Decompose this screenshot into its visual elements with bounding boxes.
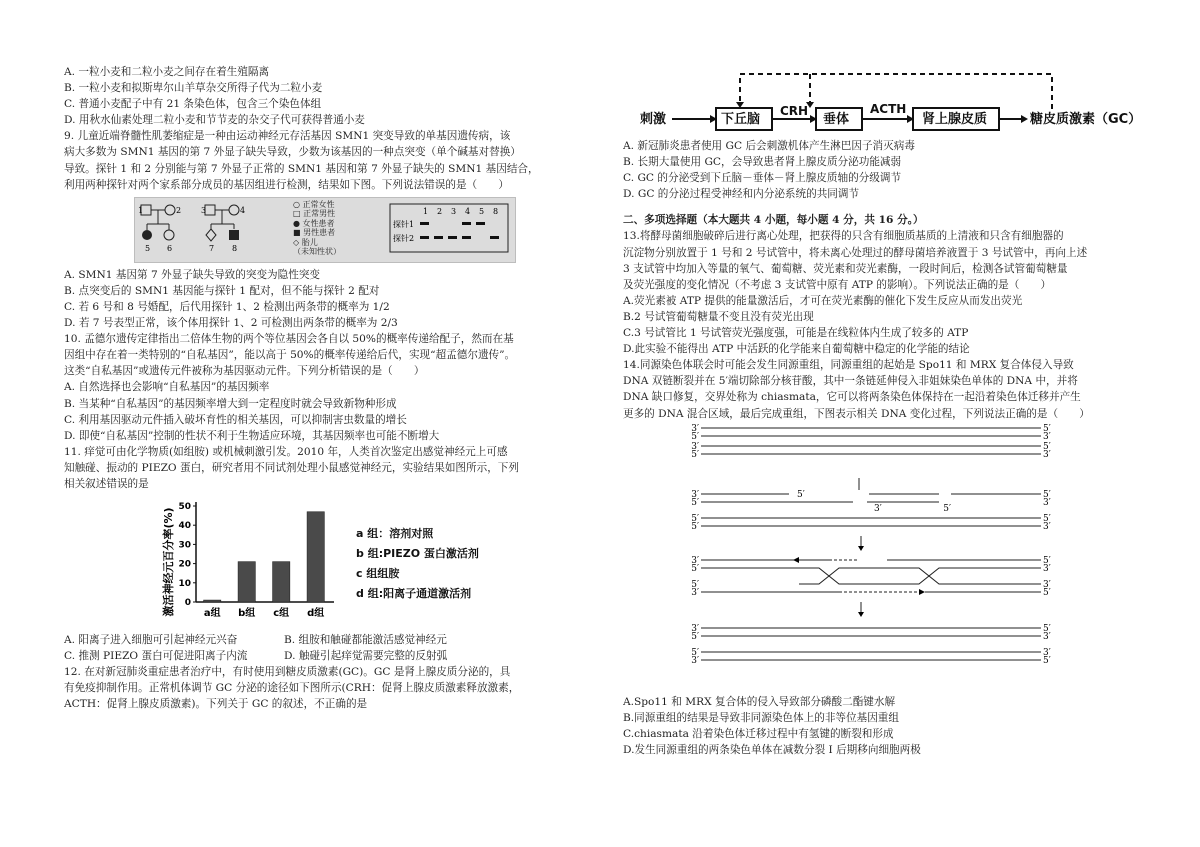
pedigree-female-2 bbox=[165, 205, 175, 215]
dna-end-label: 3′ bbox=[1043, 497, 1051, 508]
bar-chart-svg bbox=[154, 494, 354, 630]
q14-option-c: C.chiasmata 沿着染色体迁移过程中有氢键的断裂和形成 bbox=[623, 727, 894, 740]
probe2-band bbox=[462, 236, 471, 239]
probe2-band bbox=[448, 236, 457, 239]
dna-end-label: 5′ bbox=[691, 521, 699, 532]
q12-stem-line: 有免疫抑制作用。正常机体调节 GC 分泌的途径如下图所示(CRH：促肾上腺皮质激素释放激素， bbox=[64, 682, 520, 695]
dna-end-label: 5′ bbox=[691, 497, 699, 508]
q9-option-d: D. 若 7 号表型正常，该个体用探针 1、2 可检测出两条带的概率为 2/3 bbox=[64, 317, 398, 330]
pedigree-fetus-7 bbox=[206, 229, 216, 241]
q12-option-b: B. 长期大量使用 GC，会导致患者肾上腺皮质分泌功能减弱 bbox=[623, 156, 902, 169]
pedigree-affected-female-5 bbox=[142, 230, 152, 240]
pedigree-number: 2 bbox=[176, 205, 182, 215]
q9-stem-line: 利用两种探针对两个家系部分成员的基因组进行检测，结果如下图。下列说法错误的是（ ） bbox=[64, 178, 509, 191]
q9-option-c: C. 若 6 号和 8 号婚配，后代用探针 1、2 检测出两条带的概率为 1/2 bbox=[64, 300, 390, 313]
pedigree-number: 4 bbox=[240, 205, 246, 215]
dna-end-label: 5′ bbox=[797, 489, 805, 500]
arrowhead bbox=[1021, 115, 1028, 123]
dna-end-label: 5′ bbox=[943, 503, 951, 514]
pedigree-figure bbox=[64, 195, 584, 265]
q14-stem-line: DNA 双链断裂并在 5′端切除部分核苷酸，其中一条链延伸侵入非姐妹染色单体的 DNA 中，并将 bbox=[623, 375, 1078, 388]
q14-stem-line: DNA 缺口修复，交界处称为 chiasmata，它可以将两条染色体保持在一起沿着染色体迁移并产生 bbox=[623, 391, 1081, 404]
probe-col-label: 5 bbox=[479, 206, 485, 216]
q9-options bbox=[64, 267, 584, 331]
q11-option-d: D. 触碰引起痒觉需要完整的反射弧 bbox=[284, 650, 448, 663]
crh-label: CRH bbox=[780, 104, 809, 118]
probe2-band bbox=[490, 236, 499, 239]
dna-end-label: 3′ bbox=[1043, 431, 1051, 442]
q13-option-a: A.荧光素被 ATP 提供的能量激活后，才可在荧光素酶的催化下发生反应从而发出荧光 bbox=[623, 294, 1023, 307]
dna-end-labels bbox=[691, 424, 1051, 666]
pedigree-number: 5 bbox=[145, 243, 151, 253]
q14-options bbox=[623, 694, 1135, 758]
dna-end-label: 3′ bbox=[1043, 579, 1051, 590]
hypothalamus-label: 下丘脑 bbox=[721, 112, 761, 127]
dna-svg bbox=[689, 424, 1069, 692]
pedigree-male-3 bbox=[205, 205, 215, 215]
dna-end-label: 5′ bbox=[1043, 623, 1051, 634]
dna-end-label: 3′ bbox=[874, 503, 882, 514]
probe1-band bbox=[420, 222, 429, 225]
q12-option-d: D. GC 的分泌过程受神经和内分泌系统的共同调节 bbox=[623, 188, 860, 201]
legend-entry: □ 正常男性 bbox=[293, 209, 336, 219]
q12-option-a: A. 新冠肺炎患者使用 GC 后会刺激机体产生淋巴因子消灭病毒 bbox=[623, 140, 915, 152]
left-column bbox=[64, 64, 584, 713]
pedigree-number: 3 bbox=[201, 205, 207, 215]
chart-legend-entry: b 组:PIEZO 蛋白激活剂 bbox=[356, 547, 479, 561]
bar-chart bbox=[64, 494, 584, 630]
q14-option-b: B.同源重组的结果是导致非同源染色体上的非等位基因重组 bbox=[623, 711, 899, 724]
q11-stem-line: 知触碰、振动的 PIEZO 蛋白，研究者用不同试剂处理小鼠感觉神经元，实验结果如图所示，下列 bbox=[64, 461, 519, 474]
chart-y-tick-label: 40 bbox=[178, 521, 191, 532]
q11-stem-line: 11. 痒觉可由化学物质(如组胺) 或机械刺激引发。2010 年，人类首次鉴定出感觉神经元上可感 bbox=[64, 445, 508, 458]
dna-strands bbox=[701, 428, 1041, 660]
chart-bar-4 bbox=[307, 512, 324, 602]
dna-end-label: 3′ bbox=[691, 623, 699, 634]
chart-y-tick-label: 30 bbox=[178, 540, 191, 551]
pedigree-legend bbox=[293, 200, 341, 257]
probe-col-label: 8 bbox=[493, 206, 499, 216]
section-2-title: 二、多项选择题（本大题共 4 小题，每小题 4 分，共 16 分。） bbox=[623, 214, 924, 227]
q10-option-c: C. 利用基因驱动元件插入破坏育性的相关基因，可以抑制害虫数量的增长 bbox=[64, 413, 407, 426]
q14-option-a: A.Spo11 和 MRX 复合体的侵入导致部分磷酸二酯键水解 bbox=[623, 695, 896, 708]
chart-y-tick-label: 20 bbox=[178, 559, 191, 570]
q9-stem bbox=[64, 128, 584, 192]
q9-option-a: A. SMN1 基因第 7 外显子缺失导致的突变为隐性突变 bbox=[64, 268, 321, 281]
chart-x-tick-label: a组 bbox=[203, 608, 221, 620]
dna-synthesis-arrowhead bbox=[793, 557, 799, 563]
dna-end-label: 3′ bbox=[1043, 521, 1051, 532]
legend-entry: （未知性状） bbox=[293, 247, 341, 257]
probe1-band bbox=[462, 222, 471, 225]
dna-end-label: 3′ bbox=[1043, 563, 1051, 574]
q9-stem-line: 导致。探针 1 和 2 分别能与第 7 外显子正常的 SMN1 基因和第 7 外显子缺失的 SMN1 基因结合， bbox=[64, 162, 539, 175]
q13-stem-line: 3 支试管中均加入等量的氧气、葡萄糖、荧光素和荧光素酶，一段时间后，检测各试管葡萄糖量 bbox=[623, 262, 1068, 275]
probe2-band bbox=[434, 236, 443, 239]
probe2-band bbox=[420, 236, 429, 239]
q13-stem bbox=[623, 228, 1135, 292]
q14-option-d: D.发生同源重组的两条染色单体在减数分裂 I 后期移向细胞两极 bbox=[623, 743, 921, 756]
dna-end-label: 3′ bbox=[691, 587, 699, 598]
q9-option-b: B. 点突变后的 SMN1 基因能与探针 1 配对，但不能与探针 2 配对 bbox=[64, 284, 380, 297]
pedigree-female-6 bbox=[164, 230, 174, 240]
chart-y-axis-label: 激活神经元百分率(%) bbox=[162, 507, 175, 617]
dna-end-label: 3′ bbox=[691, 441, 699, 452]
pedigree-number: 6 bbox=[167, 243, 173, 253]
probe1-band bbox=[476, 222, 485, 225]
dna-end-label: 5′ bbox=[1043, 423, 1051, 434]
probe-col-label: 1 bbox=[423, 206, 429, 216]
chart-y-tick-label: 0 bbox=[184, 598, 191, 609]
q13-option-d: D.此实验不能得出 ATP 中活跃的化学能来自葡萄糖中稳定的化学能的结论 bbox=[623, 343, 970, 356]
chart-x-ticks bbox=[204, 606, 324, 619]
q14-stem-line: 更多的 DNA 混合区域，最后完成重组，下图表示相关 DNA 变化过程，下列说法正确的是（ ） bbox=[623, 407, 1090, 420]
q11-options bbox=[64, 632, 584, 664]
q11-stem bbox=[64, 444, 584, 492]
chart-legend bbox=[356, 524, 479, 604]
q13-stem-line: 沉淀物分别放置于 1 号和 2 号试管中，将未离心处理过的酵母菌培养液置于 3 号试管中，再向上述 bbox=[623, 246, 1088, 259]
q11-option-b: B. 组胺和触碰都能激活感觉神经元 bbox=[284, 634, 447, 647]
chart-bars bbox=[204, 512, 325, 602]
stimulus-label: 刺激 bbox=[640, 112, 667, 127]
chart-x-tick-label: b组 bbox=[238, 608, 256, 620]
q9-stem-line: 9. 儿童近端脊髓性肌萎缩症是一种由运动神经元存活基因 SMN1 突变导致的单基因遗传病，该 bbox=[64, 130, 511, 143]
q8-option-d: D. 用秋水仙素处理二粒小麦和节节麦的杂交子代可获得普通小麦 bbox=[64, 114, 365, 127]
legend-entry: ◇ 胎儿 bbox=[293, 237, 318, 247]
chart-legend-entry: d 组:阳离子通道激活剂 bbox=[356, 587, 472, 601]
q13-option-b: B.2 号试管葡萄糖量不变且没有荧光出现 bbox=[623, 310, 814, 323]
q11-option-c: C. 推测 PIEZO 蛋白可促进阳离子内流 bbox=[64, 650, 248, 663]
q8-options bbox=[64, 64, 584, 128]
q13-stem-line: 及荧光强度的变化情况（不考虑 3 支试管中原有 ATP 的影响）。下列说法正确的是（ ） bbox=[623, 278, 1052, 291]
q9-stem-line: 病大多数为 SMN1 基因的第 7 外显子缺失导致，少数为该基因的一种点突变（单个碱基对替换） bbox=[64, 146, 521, 159]
q11-options-row bbox=[64, 632, 584, 648]
pedigree-female-4 bbox=[229, 205, 239, 215]
dna-end-label: 5′ bbox=[691, 431, 699, 442]
q10-stem bbox=[64, 331, 584, 379]
q12-options bbox=[623, 138, 1135, 202]
dna-end-label: 3′ bbox=[691, 489, 699, 500]
gc-label: 糖皮质激素（GC） bbox=[1030, 112, 1142, 127]
pedigree-number: 7 bbox=[209, 243, 215, 253]
q12-stem bbox=[64, 664, 584, 712]
dna-step-arrowhead bbox=[858, 612, 864, 617]
legend-entry: ○ 正常女性 bbox=[293, 199, 335, 209]
dna-synthesis-arrowhead bbox=[919, 589, 925, 595]
q14-stem bbox=[623, 357, 1135, 421]
q8-option-c: C. 普通小麦配子中有 21 条染色体，包含三个染色体组 bbox=[64, 98, 322, 111]
chart-bar-3 bbox=[273, 562, 290, 602]
adrenal-cortex-label: 肾上腺皮质 bbox=[922, 112, 988, 127]
pedigree-box bbox=[134, 197, 516, 263]
chart-y-ticks bbox=[178, 502, 196, 608]
q13-option-c: C.3 号试管比 1 号试管荧光强度强，可能是在线粒体内生成了较多的 ATP bbox=[623, 327, 969, 340]
dna-step-arrowhead bbox=[858, 546, 864, 551]
right-column bbox=[623, 138, 1135, 758]
q12-stem-line: ACTH：促肾上腺皮质激素)。下列关于 GC 的叙述，不正确的是 bbox=[64, 698, 368, 711]
dna-end-label: 3′ bbox=[691, 655, 699, 666]
dna-recombination-diagram bbox=[623, 424, 1135, 692]
dna-step-arrows bbox=[858, 478, 864, 617]
dna-end-label: 5′ bbox=[691, 631, 699, 642]
chart-y-tick-label: 50 bbox=[178, 502, 191, 513]
q10-stem-line: 这类“自私基因”或遗传元件被称为基因驱动元件。下列分析错误的是（ ） bbox=[64, 365, 425, 378]
legend-entry: ● 女性患者 bbox=[293, 218, 335, 228]
q10-option-d: D. 即使“自私基因”控制的性状不利于生物适应环境，其基因频率也可能不断增大 bbox=[64, 429, 440, 442]
dna-end-label: 3′ bbox=[691, 423, 699, 434]
q10-option-a: A. 自然选择也会影响“自私基因”的基因频率 bbox=[64, 381, 270, 394]
pedigree-affected-male-8 bbox=[229, 230, 239, 240]
chart-bar-1 bbox=[204, 600, 221, 602]
chart-bar-2 bbox=[238, 562, 255, 602]
q13-options bbox=[623, 293, 1135, 357]
dna-end-label: 3′ bbox=[1043, 449, 1051, 460]
chart-legend-entry: c 组组胺 bbox=[356, 567, 400, 581]
q8-option-a: A. 一粒小麦和二粒小麦之间存在着生殖隔离 bbox=[64, 66, 270, 78]
dna-end-label: 5′ bbox=[1043, 655, 1051, 666]
q12-stem-line: 12. 在对新冠肺炎重症患者治疗中，有时使用到糖皮质激素(GC)。GC 是肾上腺皮质分泌的，具 bbox=[64, 666, 511, 679]
dna-end-label: 5′ bbox=[691, 647, 699, 658]
probe-col-label: 2 bbox=[437, 206, 443, 216]
chart-x-tick-label: d组 bbox=[307, 608, 325, 620]
pituitary-label: 垂体 bbox=[823, 112, 850, 127]
dna-end-label: 5′ bbox=[1043, 441, 1051, 452]
acth-label: ACTH bbox=[870, 102, 907, 116]
q10-stem-line: 因组中存在着一类特别的“自私基因”，能以高于 50%的概率传递给后代，实现“超孟德尔遗传”。 bbox=[64, 349, 516, 362]
chart-legend-entry: a 组：溶剂对照 bbox=[356, 527, 434, 541]
q12-option-c: C. GC 的分泌受到下丘脑－垂体－肾上腺皮质轴的分级调节 bbox=[623, 172, 902, 185]
probe-col-label: 3 bbox=[451, 206, 457, 216]
dna-end-label: 5′ bbox=[691, 449, 699, 460]
dna-end-label: 5′ bbox=[1043, 555, 1051, 566]
legend-entry: ■ 男性患者 bbox=[293, 228, 336, 238]
dna-end-label: 5′ bbox=[691, 563, 699, 574]
q8-option-b: B. 一粒小麦和拟斯卑尔山羊草杂交所得子代为二粒小麦 bbox=[64, 82, 323, 95]
q10-stem-line: 10. 孟德尔遗传定律指出二倍体生物的两个等位基因会各自以 50%的概率传递给配子，然而在基 bbox=[64, 333, 514, 346]
dna-end-label: 3′ bbox=[691, 555, 699, 566]
probe-row-label: 探针1 bbox=[393, 219, 415, 229]
q14-stem-line: 14.同源染色体联会时可能会发生同源重组，同源重组的起始是 Spo11 和 MRX 复合体侵入导致 bbox=[623, 359, 1074, 372]
probe-col-label: 4 bbox=[465, 206, 471, 216]
dna-end-label: 3′ bbox=[1043, 631, 1051, 642]
q11-options-row bbox=[64, 648, 584, 664]
q10-option-b: B. 当某种“自私基因”的基因频率增大到一定程度时就会导致新物种形成 bbox=[64, 397, 397, 410]
q13-stem-line: 13.将酵母菌细胞破碎后进行离心处理，把获得的只含有细胞质基质的上清液和只含有细胞器的 bbox=[623, 230, 1064, 243]
dna-end-label: 5′ bbox=[691, 513, 699, 524]
q11-option-a: A. 阳离子进入细胞可引起神经元兴奋 bbox=[64, 634, 238, 647]
q11-stem-line: 相关叙述错误的是 bbox=[64, 477, 149, 490]
q10-options bbox=[64, 379, 584, 443]
dna-end-label: 5′ bbox=[1043, 513, 1051, 524]
dna-end-label: 5′ bbox=[1043, 587, 1051, 598]
pedigree-number: 8 bbox=[232, 243, 238, 253]
pedigree-number: 1 bbox=[138, 205, 144, 215]
probe-row-label: 探针2 bbox=[393, 233, 415, 243]
dna-end-label: 5′ bbox=[1043, 489, 1051, 500]
dna-end-label: 5′ bbox=[691, 579, 699, 590]
gc-regulation-diagram bbox=[640, 66, 1180, 136]
dna-end-label: 3′ bbox=[1043, 647, 1051, 658]
chart-y-tick-label: 10 bbox=[178, 578, 191, 589]
chart-x-tick-label: c组 bbox=[273, 608, 290, 620]
